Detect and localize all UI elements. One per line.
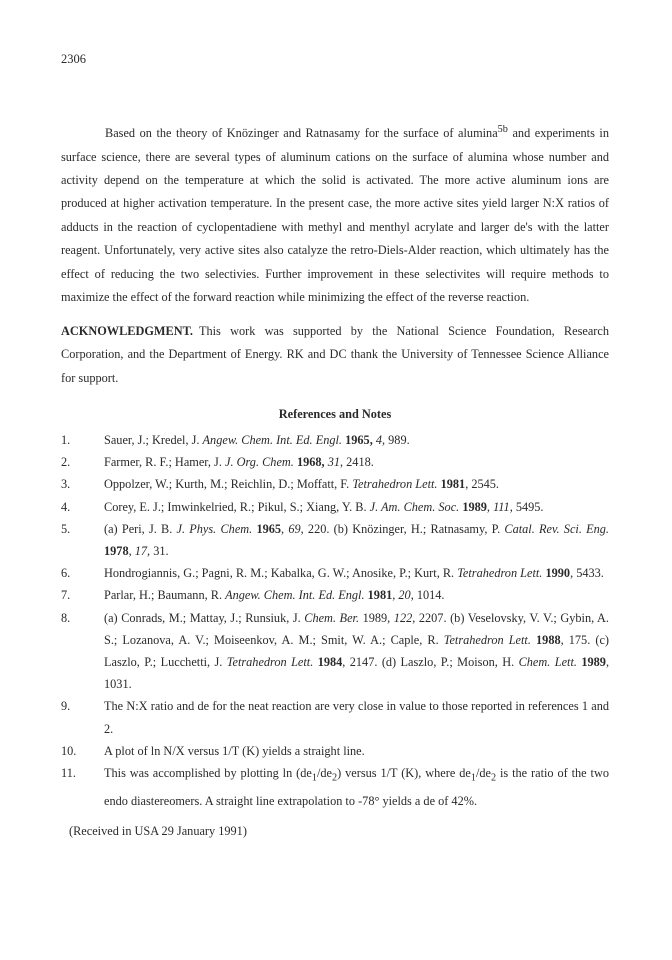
reference-text: Oppolzer, W.; Kurth, M.; Reichlin, D.; Moffatt, F. Tetrahedron Lett. 1981, 2545.: [104, 477, 500, 492]
acknowledgment-heading: ACKNOWLEDGMENT.: [61, 324, 193, 338]
reference-text: (a) Peri, J. B. J. Phys. Chem. 1965, 69, 220. (b) Knözinger, H.; Ratnasamy, P. Catal. Rev. Sci. Eng. 1978, 17, 31.: [104, 521, 610, 559]
reference-item: [61, 473, 609, 495]
reference-number: 5.: [61, 521, 71, 536]
reference-item: [61, 762, 609, 812]
reference-number: 1.: [61, 433, 71, 447]
reference-item: [61, 584, 609, 606]
reference-number: 2.: [61, 455, 71, 470]
reference-item: [61, 607, 609, 696]
reference-text: Corey, E. J.; Imwinkelried, R.; Pikul, S.; Xiang, Y. B. J. Am. Chem. Soc. 1989, 111, 5495.: [104, 499, 544, 514]
reference-number: 3.: [61, 477, 71, 492]
acknowledgment-paragraph: [61, 320, 609, 390]
references-title: References and Notes: [278, 407, 392, 421]
reference-number: 10.: [61, 743, 77, 758]
reference-number: 9.: [61, 699, 71, 714]
reference-item: [61, 695, 609, 739]
reference-text: Hondrogiannis, G.; Pagni, R. M.; Kabalka, G. W.; Anosike, P.; Kurt, R. Tetrahedron Lett. 1990, 5433.: [104, 566, 604, 581]
acknowledgment-text: This work was supported by the National Science Foundation, Research Corporation, and the Department of Energy. RK and DC thank the University of Tennessee Science Alliance for support.: [61, 324, 609, 385]
reference-text: Farmer, R. F.; Hamer, J. J. Org. Chem. 1968, 31, 2418.: [104, 455, 374, 470]
reference-item: [61, 740, 609, 762]
reference-number: 4.: [61, 499, 71, 514]
page-number: 2306: [61, 52, 86, 66]
reference-item: [61, 562, 609, 584]
reference-item: [61, 518, 609, 562]
reference-number: 6.: [61, 566, 71, 581]
reference-number: 8.: [61, 610, 71, 625]
reference-text: This was accomplished by plotting $\ln (de_1/de_2)$ versus 1/T (K), where $de_1/de_2$ is the ratio of the two endo diastereomers. A straight line extrapolation to -78° yields a de of 42%.: [104, 766, 609, 808]
reference-item: [61, 429, 609, 451]
references-list: [61, 429, 609, 812]
body-paragraph: Based on the theory of Knözinger and Ratnasamy for the surface of alumina$^{5b}$ and experiments in surface science, there are several types of aluminum cations on the surface of alumina whose number and activity depend on the temperature at which the solid is activated. The more active aluminum ions are produced at higher activation temperature. In the present case, the more active sites yield larger N:X ratios of adducts in the reaction of cyclopentadiene with methyl and menthyl acrylate and larger de's with the latter reagent. Unfortunately, very active sites also catalyze the retro-Diels-Alder reaction, which ultimately has the effect of reducing the two selectivies. Further improvement in these selectivites will require methods to maximize the effect of the forward reaction while minimizing the effect of the reverse reaction.: [61, 124, 609, 304]
received-date: (Received in USA 29 January 1991): [69, 824, 247, 838]
reference-number: 7.: [61, 588, 71, 603]
reference-text: (a) Conrads, M.; Mattay, J.; Runsiuk, J. Chem. Ber. 1989, 122, 2207. (b) Veselovsky, V. V.; Gybin, A. S.; Lozanova, A. V.; Moiseenkov, A. M.; Smit, W. A.; Caple, R. Tetrahedron Lett. 1988, 175. (c) Laszlo, P.; Lucchetti, J. Tetrahedron Lett. 1984, 2147. (d) Laszlo, P.; Moison, H. Chem. Lett. 1989, 1031.: [104, 610, 610, 692]
reference-number: 11.: [61, 766, 76, 781]
reference-item: [61, 496, 609, 518]
reference-text: The N:X ratio and de for the neat reaction are very close in value to those reported in references 1 and 2.: [104, 699, 609, 736]
reference-text: Parlar, H.; Baumann, R. Angew. Chem. Int. Ed. Engl. 1981, 20, 1014.: [104, 588, 445, 603]
reference-text: A plot of ln N/X versus 1/T (K) yields a straight line.: [104, 743, 365, 758]
reference-item: [61, 451, 609, 473]
reference-text: Sauer, J.; Kredel, J. Angew. Chem. Int. Ed. Engl. 1965, 4, 989.: [104, 433, 410, 447]
